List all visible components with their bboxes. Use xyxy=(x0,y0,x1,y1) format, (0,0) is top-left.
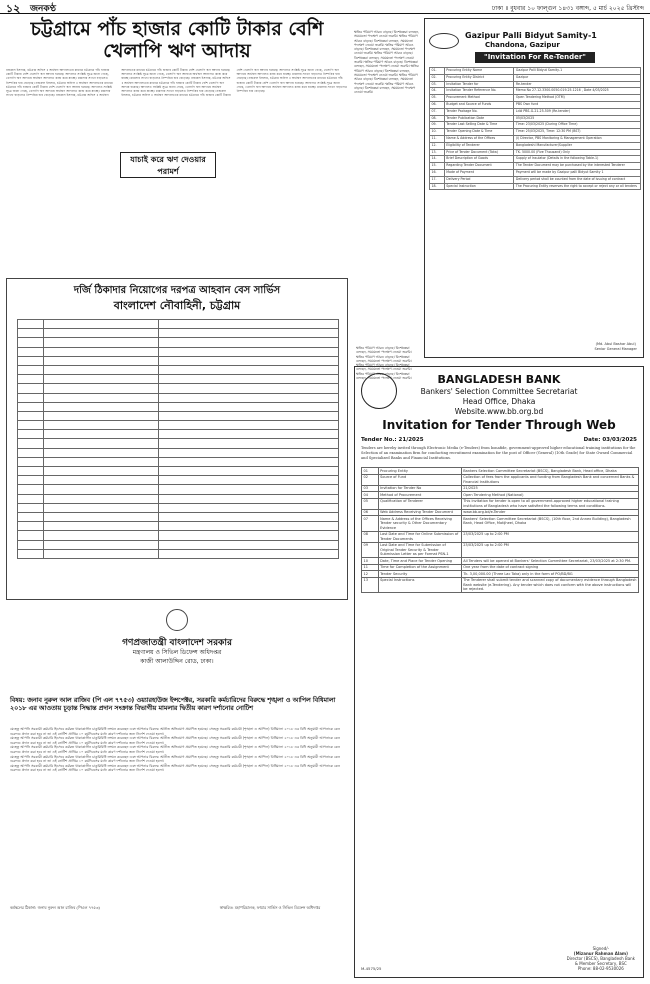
table-cell: 10 xyxy=(362,558,379,565)
table-cell: 23/03/2025 up to 2:00 PM xyxy=(461,542,638,558)
table-cell: This invitation for tender is open to all government-approved higher educational training institutions of Bangladesh who have satisfied the following terms and conditions. xyxy=(461,498,638,509)
tender-subtitle: বাংলাদেশ নৌবাহিনী, চট্টগ্রাম xyxy=(113,299,241,312)
table-cell: Payment will be made by Gazipur palli Bidyut Samity 1 xyxy=(514,169,641,176)
table-cell: 17. xyxy=(430,176,445,183)
page-number: ১২ xyxy=(6,2,21,15)
side-article-p1: ক্ষতির পরিমাণ আরও বাড়ছে। বিশেষজ্ঞরা বলছেন, সময়মতো পদক্ষেপ নেওয়া জরুরি। xyxy=(354,30,420,39)
table-row xyxy=(430,74,641,81)
table-row xyxy=(430,81,641,88)
table-row xyxy=(18,448,339,457)
table-cell xyxy=(18,329,44,338)
pbs-retender-notice xyxy=(424,18,644,358)
table-row xyxy=(430,176,641,183)
table-cell: Open Tendering Method (OTM) xyxy=(514,95,641,102)
bb-sign-t1: Director (BSCS), Bangladesh Bank xyxy=(566,956,635,961)
bb-table xyxy=(361,467,639,593)
table-cell: 05/03/2025 xyxy=(514,115,641,122)
table-cell xyxy=(18,494,44,503)
date-line: ঢাকা ॥ বুধবার ১০ ফাল্গুন ১৪৩১ বঙ্গাব্দ, ৫ মার্চ ২০২৫ খ্রিস্টাব্দ xyxy=(491,5,644,12)
table-cell: Tk. 3,00,000.00 (Three Lac Taka) only in the form of PO/BD/BG xyxy=(461,571,638,578)
table-cell: 09 xyxy=(362,542,379,558)
article-continued-2: নজরুল ইসলাম, চট্টগ্রাম অফিস ॥ অর্থঋণ আদালতের মাধ্যমে চট্টগ্রামে পাঁচ হাজার কোটি টাকার বেশি খেলাপি ঋণ আদায় হয়েছে। আদালত সংশ্লিষ্ট সূত্রে জানা গেছে, খেলাপি ঋণ আদায়ে অর্থঋণ আদালত কাজ করে যাচ্ছে। মামলার সংখ্যা বাড়লেও নিষ্পত্তির হার বেড়েছে। xyxy=(56,68,231,98)
table-cell: 02. xyxy=(430,74,445,81)
article-continued-3: নজরুল ইসলাম, চট্টগ্রাম অফিস ॥ অর্থঋণ আদালতের মাধ্যমে চট্টগ্রামে পাঁচ হাজার কোটি টাকার বেশি খেলাপি ঋণ আদায় হয়েছে। আদালত সংশ্লিষ্ট সূত্রে জানা গেছে, খেলাপি ঋণ আদায়ে অর্থঋণ আদালত কাজ করে যাচ্ছে। মামলার সংখ্যা বাড়লেও নিষ্পত্তির হার বেড়েছে। xyxy=(121,76,231,94)
table-cell: Ld# PBS-G-21-25-509 (Re-tender) xyxy=(514,108,641,115)
table-cell: Open Tendering Method (National) xyxy=(461,492,638,499)
table-cell: 11 xyxy=(362,564,379,571)
table-cell xyxy=(43,421,159,430)
table-cell xyxy=(159,347,339,356)
table-cell xyxy=(18,411,44,420)
feature-p4: ক্ষতির পরিমাণ আরও বাড়ছে। বিশেষজ্ঞরা বলছেন, সময়মতো পদক্ষেপ নেওয়া জরুরি। xyxy=(356,371,412,381)
feature-p2: ক্ষতির পরিমাণ আরও বাড়ছে। বিশেষজ্ঞরা বলছেন, সময়মতো পদক্ষেপ নেওয়া জরুরি। xyxy=(356,354,412,363)
table-cell: 23/03/2025 up to 2:00 PM xyxy=(461,531,638,542)
table-cell: Bankers' Selection Committee Secretariat (BSCS), (10th floor, 2nd Annex Building), Bangladesh Bank, Head Office, Motijheel, Dhaka xyxy=(461,516,638,532)
bb-website: Website.www.bb.org.bd xyxy=(454,407,544,416)
table-cell xyxy=(43,402,159,411)
table-cell: Procuring Entity District xyxy=(444,74,514,81)
table-cell: 06. xyxy=(430,101,445,108)
table-cell xyxy=(159,467,339,476)
table-cell xyxy=(159,320,339,329)
table-cell xyxy=(159,531,339,540)
table-cell: Web Address Receiving Tender Document xyxy=(378,509,461,516)
table-cell: Memo No 27.12.3300.0050.019.25.1216 , Date 4/03/2025 xyxy=(514,88,641,95)
table-cell xyxy=(159,338,339,347)
table-row xyxy=(18,439,339,448)
article-subhead: যাচাই করে ঋণ দেওয়ার পরামর্শ xyxy=(120,152,216,178)
bb-sign-t2: & Member Secretary, BSC xyxy=(574,961,627,966)
table-cell xyxy=(18,421,44,430)
table-cell xyxy=(18,430,44,439)
table-cell xyxy=(43,457,159,466)
bb-title: BANGLADESH BANK xyxy=(437,373,561,386)
notice-subject: বিষয়: জনাব নুরুল আল রাজিব (পি এল ৭৭৫৩) ওয়্যারহাউজ ইন্সপেক্টর, সরকারি কর্মচারিদের বিরুদ্ধে শৃঙ্খলা ও আপিল বিধিমালা ২০১৮ এর আওতায় চূড়ান্ত সিদ্ধান্ত প্রদান সংক্রান্ত বিভাগীয় মামলার দ্বিতীয় কারণ দর্শানোর নোটিশ xyxy=(10,697,336,712)
table-cell: 03 xyxy=(362,485,379,492)
table-cell: 14. xyxy=(430,156,445,163)
notice-paragraph-1: যেহেতু আপনি সরকারী কর্মচারি হিসেবে কর্মরত থাকাকালীন চাকুরিবিধি লংঘন করেছেন এবং আপনার বিরুদ্ধে আনীত অভিযোগ প্রমাণিত হয়েছে। সেহেতু সরকারি কর্মচারী (শৃঙ্খলা ও আপিল) বিধিমালা ২০১৮ এর বিধি অনুযায়ী আপনাকে কেন গুরুদণ্ড প্রদান করা হবে না তা এই নোটিশ প্রাপ্তির ১০ কর্মদিবসের মধ্যে কারণ দর্শানোর জন্য নির্দেশ দেওয়া হলো। xyxy=(10,727,340,736)
table-cell: The Tender Document may be purchased by the interested Tenderer xyxy=(514,163,641,170)
feature-p3: ক্ষতির পরিমাণ আরও বাড়ছে। বিশেষজ্ঞরা বলছেন, সময়মতো পদক্ষেপ নেওয়া জরুরি। xyxy=(356,363,412,372)
table-cell: Last Date and Time for Online Submission of Tender Documents xyxy=(378,531,461,542)
table-row xyxy=(18,329,339,338)
notice-body xyxy=(10,727,344,897)
table-cell: Delivery Period xyxy=(444,176,514,183)
table-cell xyxy=(159,402,339,411)
side-article xyxy=(354,30,420,330)
tender-table xyxy=(17,319,339,559)
table-cell: All Tenders will be opened at Bankers' Selection Committee Secretariat, 23/03/2025 at 2:30 PM. xyxy=(461,558,638,565)
bb-tender-no: Tender No.: 21/2025 xyxy=(361,437,424,443)
table-cell: 03. xyxy=(430,81,445,88)
side-article-p7: ক্ষতির পরিমাণ আরও বাড়ছে। বিশেষজ্ঞরা বলছেন, সময়মতো পদক্ষেপ নেওয়া জরুরি। xyxy=(354,72,418,86)
table-cell: The Tenderer shall submit tender and scanned copy of documentary evidence through Bangladesh Bank website (e-Tendering). Any tender which does not conform with the above instructions will be rejected. xyxy=(463,578,637,591)
table-cell: Time: 23/03/2025 (During Office Time) xyxy=(514,122,641,129)
table-cell: Tender Opening Date & Time xyxy=(444,129,514,136)
tender-title: দর্জি ঠিকাদার নিয়োগের দরপত্র আহবান বেস সার্ভিস xyxy=(73,285,281,296)
table-cell: Tender Package No. xyxy=(444,108,514,115)
table-row xyxy=(430,108,641,115)
table-cell: Procuring Entity Name xyxy=(444,68,514,75)
pbs-location: Chandona, Gazipur xyxy=(485,41,560,49)
bb-intro: Tenders are hereby invited through Electronic Media (e-Tenders) from bonafide, government-approved higher educational training institutions for the Selection of an examination firm for conducting recruitment examination for the post of Officer (General) (10th Grade) for State Owned Commercial and Specialized Banks and Financial Institutions. xyxy=(361,446,636,460)
table-cell xyxy=(159,549,339,558)
table-row xyxy=(430,156,641,163)
side-article-p5: ক্ষতির পরিমাণ আরও বাড়ছে। বিশেষজ্ঞরা বলছেন, সময়মতো পদক্ষেপ নেওয়া জরুরি। xyxy=(354,60,418,69)
pbs-sign-title: Senior General Manager xyxy=(594,346,637,351)
table-cell xyxy=(159,476,339,485)
show-cause-notice xyxy=(6,605,348,975)
table-row xyxy=(362,474,639,485)
table-cell xyxy=(18,531,44,540)
pbs-sign-name: (Md. Abul Bashar Abul) xyxy=(595,342,636,346)
table-cell xyxy=(18,549,44,558)
table-cell xyxy=(43,338,159,347)
table-row xyxy=(18,430,339,439)
notice-paragraph-2: যেহেতু আপনি সরকারী কর্মচারি হিসেবে কর্মরত থাকাকালীন চাকুরিবিধি লংঘন করেছেন এবং আপনার বিরুদ্ধে আনীত অভিযোগ প্রমাণিত হয়েছে। সেহেতু সরকারি কর্মচারী (শৃঙ্খলা ও আপিল) বিধিমালা ২০১৮ এর বিধি অনুযায়ী আপনাকে কেন গুরুদণ্ড প্রদান করা হবে না তা এই নোটিশ প্রাপ্তির ১০ কর্মদিবসের মধ্যে কারণ দর্শানোর জন্য নির্দেশ দেওয়া হলো। xyxy=(10,736,340,745)
table-cell: Invitation Tender Reference No. xyxy=(444,88,514,95)
table-cell xyxy=(159,457,339,466)
table-cell: Tender Publication Date xyxy=(444,115,514,122)
table-cell xyxy=(159,384,339,393)
table-cell: 18. xyxy=(430,183,445,190)
table-cell: 21/2025 xyxy=(461,485,638,492)
table-cell: 01 xyxy=(362,468,379,475)
table-cell: Qualification of Tenderer xyxy=(378,498,461,509)
table-row xyxy=(362,577,639,593)
table-row xyxy=(18,384,339,393)
table-row xyxy=(18,485,339,494)
table-cell: 07 xyxy=(362,516,379,532)
bb-committee: Bankers' Selection Committee Secretariat xyxy=(420,387,578,396)
notice-gov-line: গণপ্রজাতন্ত্রী বাংলাদেশ সরকার xyxy=(122,638,232,648)
table-cell: TK. 5000.00 (Five Thousand) Only xyxy=(514,149,641,156)
table-cell xyxy=(18,503,44,512)
table-row xyxy=(430,68,641,75)
table-cell: 08. xyxy=(430,115,445,122)
table-cell xyxy=(18,402,44,411)
table-cell xyxy=(18,512,44,521)
table-row xyxy=(18,531,339,540)
table-row xyxy=(430,149,641,156)
bb-office: Head Office, Dhaka xyxy=(462,397,536,406)
table-cell xyxy=(159,503,339,512)
table-cell xyxy=(159,494,339,503)
table-row xyxy=(18,494,339,503)
table-cell xyxy=(18,338,44,347)
bb-heading: Invitation for Tender Through Web xyxy=(382,418,616,432)
table-row xyxy=(430,142,641,149)
table-row xyxy=(18,347,339,356)
side-article-p8: ক্ষতির পরিমাণ আরও বাড়ছে। বিশেষজ্ঞরা বলছেন, সময়মতো পদক্ষেপ নেওয়া জরুরি। xyxy=(354,81,416,95)
table-row xyxy=(430,129,641,136)
table-row xyxy=(18,320,339,329)
table-cell xyxy=(159,375,339,384)
table-cell xyxy=(18,522,44,531)
table-cell xyxy=(43,439,159,448)
table-cell: Method of Procurement xyxy=(378,492,461,499)
table-cell: 04. xyxy=(430,88,445,95)
table-row xyxy=(362,516,639,532)
table-row xyxy=(18,421,339,430)
bb-sign-signed: Signed/- xyxy=(592,946,610,951)
bb-sign-name: (Mizanur Rahman Alam) xyxy=(573,951,628,956)
table-cell xyxy=(18,485,44,494)
table-cell xyxy=(43,430,159,439)
table-cell xyxy=(159,365,339,374)
notice-paragraph-4: যেহেতু আপনি সরকারী কর্মচারি হিসেবে কর্মরত থাকাকালীন চাকুরিবিধি লংঘন করেছেন এবং আপনার বিরুদ্ধে আনীত অভিযোগ প্রমাণিত হয়েছে। সেহেতু সরকারি কর্মচারী (শৃঙ্খলা ও আপিল) বিধিমালা ২০১৮ এর বিধি অনুযায়ী আপনাকে কেন গুরুদণ্ড প্রদান করা হবে না তা এই নোটিশ প্রাপ্তির ১০ কর্মদিবসের মধ্যে কারণ দর্শানোর জন্য নির্দেশ দেওয়া হলো। xyxy=(10,754,340,764)
table-cell xyxy=(18,393,44,402)
table-cell: Regarding Tender Document xyxy=(444,163,514,170)
table-cell: (i) Director, PBS Monitoring & Management Operation xyxy=(514,135,641,142)
table-cell xyxy=(18,448,44,457)
table-cell xyxy=(159,522,339,531)
table-cell: Re-tender xyxy=(514,81,641,88)
table-row xyxy=(430,169,641,176)
table-cell: 07. xyxy=(430,108,445,115)
article-lead: নজরুল ইসলাম, চট্টগ্রাম অফিস ॥ অর্থঋণ আদালতের মাধ্যমে চট্টগ্রামে পাঁচ হাজার কোটি টাকার বেশি খেলাপি ঋণ আদায় হয়েছে। আদালত সংশ্লিষ্ট সূত্রে জানা গেছে, খেলাপি ঋণ আদায়ে অর্থঋণ আদালত কাজ করে যাচ্ছে। মামলার সংখ্যা বাড়লেও নিষ্পত্তির হার বেড়েছে। xyxy=(6,68,110,85)
table-cell: Date, Time and Place for Tender Opening xyxy=(378,558,461,565)
table-cell: Budget and Source of Funds xyxy=(444,101,514,108)
table-row xyxy=(18,457,339,466)
table-cell: Invitation Tender for xyxy=(444,81,514,88)
table-row xyxy=(430,135,641,142)
table-cell: Supply of Insulator (Details in the following Table-1) xyxy=(514,156,641,163)
table-row xyxy=(18,411,339,420)
table-cell xyxy=(43,411,159,420)
table-cell xyxy=(18,356,44,365)
notice-paragraph-5: যেহেতু আপনি সরকারী কর্মচারি হিসেবে কর্মরত থাকাকালীন চাকুরিবিধি লংঘন করেছেন এবং আপনার বিরুদ্ধে আনীত অভিযোগ প্রমাণিত হয়েছে। সেহেতু সরকারি কর্মচারী (শৃঙ্খলা ও আপিল) বিধিমালা ২০১৮ এর বিধি অনুযায়ী আপনাকে কেন গুরুদণ্ড প্রদান করা হবে না তা এই নোটিশ প্রাপ্তির ১০ কর্মদিবসের মধ্যে কারণ দর্শানোর জন্য নির্দেশ দেওয়া হলো। xyxy=(10,763,340,773)
table-cell xyxy=(43,540,159,549)
table-cell: PBS Own fund xyxy=(514,101,641,108)
page-header xyxy=(0,0,650,14)
table-cell xyxy=(159,540,339,549)
main-headline: চট্টগ্রামে পাঁচ হাজার কোটি টাকার বেশি খেলাপি ঋণ আদায় xyxy=(30,18,324,62)
table-cell xyxy=(43,503,159,512)
table-cell xyxy=(18,365,44,374)
notice-dept-line: মন্ত্রণালয় ও সিভিল ডিফেন্স অধিদপ্তর xyxy=(132,649,222,656)
table-cell: Name & Address of the Offices Receiving Tender security & Other Documentary Evidence xyxy=(378,516,461,532)
table-cell xyxy=(43,393,159,402)
table-cell xyxy=(43,522,159,531)
table-row xyxy=(430,101,641,108)
table-cell xyxy=(18,375,44,384)
table-cell: 04 xyxy=(362,492,379,499)
table-cell xyxy=(159,448,339,457)
pbs-table xyxy=(429,67,641,190)
table-cell: One year from the date of contract signing xyxy=(461,564,638,571)
side-article-p4: ক্ষতির পরিমাণ আরও বাড়ছে। বিশেষজ্ঞরা বলছেন, সময়মতো পদক্ষেপ নেওয়া জরুরি। xyxy=(354,51,414,65)
table-row xyxy=(18,375,339,384)
table-row xyxy=(362,498,639,509)
table-cell: 10. xyxy=(430,129,445,136)
table-row xyxy=(18,476,339,485)
table-cell xyxy=(159,439,339,448)
table-cell: Collection of fees from the applicants and funding from Bangladesh Bank and concerned Banks & Financial Institutions xyxy=(461,474,638,485)
table-row xyxy=(362,542,639,558)
table-cell xyxy=(159,411,339,420)
table-cell: The Procuring Entity reserves the right to accept or reject any or all tenders xyxy=(514,183,641,190)
notice-recipient: কর্মস্থলের ঠিকানা: জনাব নুরুল আল রাজিব (পিএল ৭৭৫৩) xyxy=(10,905,100,910)
table-cell xyxy=(159,329,339,338)
pbs-org-name: Gazipur Palli Bidyut Samity-1 xyxy=(465,31,597,40)
table-cell: 12 xyxy=(362,571,379,578)
table-cell: 11. xyxy=(430,135,445,142)
notice-paragraph-3: যেহেতু আপনি সরকারী কর্মচারি হিসেবে কর্মরত থাকাকালীন চাকুরিবিধি লংঘন করেছেন এবং আপনার বিরুদ্ধে আনীত অভিযোগ প্রমাণিত হয়েছে। সেহেতু সরকারি কর্মচারী (শৃঙ্খলা ও আপিল) বিধিমালা ২০১৮ এর বিধি অনুযায়ী আপনাকে কেন গুরুদণ্ড প্রদান করা হবে না তা এই নোটিশ প্রাপ্তির ১০ কর্মদিবসের মধ্যে কারণ দর্শানোর জন্য নির্দেশ দেওয়া হলো। xyxy=(10,745,340,754)
table-cell xyxy=(43,320,159,329)
table-cell xyxy=(159,356,339,365)
table-cell: Bangladeshi Manufacturer/Supplier xyxy=(514,142,641,149)
table-cell xyxy=(43,347,159,356)
table-row xyxy=(18,522,339,531)
table-row xyxy=(18,393,339,402)
article-continued-4: নজরুল ইসলাম, চট্টগ্রাম অফিস ॥ অর্থঋণ আদালতের মাধ্যমে চট্টগ্রামে পাঁচ হাজার কোটি টাকার বেশি খেলাপি ঋণ আদায় হয়েছে। আদালত সংশ্লিষ্ট সূত্রে জানা গেছে, খেলাপি ঋণ আদায়ে অর্থঋণ আদালত কাজ করে যাচ্ছে। মামলার সংখ্যা বাড়লেও নিষ্পত্তির হার বেড়েছে। xyxy=(121,68,340,98)
table-cell xyxy=(43,494,159,503)
table-cell: Procuring Entity xyxy=(378,468,461,475)
table-row xyxy=(18,503,339,512)
table-cell xyxy=(18,384,44,393)
table-row xyxy=(18,512,339,521)
table-cell: 13 xyxy=(362,577,379,593)
table-cell: 05 xyxy=(362,498,379,509)
table-cell xyxy=(43,356,159,365)
table-cell: Gazipur Palli Bidyut Samity-1 xyxy=(514,68,641,75)
article-continued-1: নজরুল ইসলাম, চট্টগ্রাম অফিস ॥ অর্থঋণ আদালতের মাধ্যমে চট্টগ্রামে পাঁচ হাজার কোটি টাকার বেশি খেলাপি ঋণ আদায় হয়েছে। আদালত সংশ্লিষ্ট সূত্রে জানা গেছে, খেলাপি ঋণ আদায়ে অর্থঋণ আদালত কাজ করে যাচ্ছে। মামলার সংখ্যা বাড়লেও নিষ্পত্তির হার বেড়েছে। xyxy=(6,80,113,98)
table-cell: Source of Fund xyxy=(378,474,461,485)
table-row xyxy=(18,365,339,374)
bangladesh-bank-tender xyxy=(354,366,644,978)
table-cell: Gazipur xyxy=(514,74,641,81)
table-cell: Eligibility of Tenderer xyxy=(444,142,514,149)
side-article-p2: ক্ষতির পরিমাণ আরও বাড়ছে। বিশেষজ্ঞরা বলছেন, সময়মতো পদক্ষেপ নেওয়া জরুরি। xyxy=(354,34,418,47)
table-row xyxy=(430,88,641,95)
table-cell xyxy=(43,467,159,476)
government-seal-icon xyxy=(166,609,188,631)
table-cell: 06 xyxy=(362,509,379,516)
table-row xyxy=(18,549,339,558)
table-cell xyxy=(18,457,44,466)
table-cell: Mode of Payment xyxy=(444,169,514,176)
table-cell xyxy=(43,485,159,494)
table-row xyxy=(18,540,339,549)
pbs-logo-icon xyxy=(429,33,459,49)
table-cell xyxy=(43,476,159,485)
paper-name: জনকণ্ঠ xyxy=(30,4,56,14)
notice-address-line: কাজী আলাউদ্দিন রোড, ঢাকা। xyxy=(140,658,214,665)
table-cell xyxy=(159,393,339,402)
table-row xyxy=(18,356,339,365)
table-cell: Brief Description of Goods xyxy=(444,156,514,163)
table-row xyxy=(430,183,641,190)
bb-signature xyxy=(567,946,635,971)
table-cell xyxy=(18,347,44,356)
table-cell: Special Instruction xyxy=(444,183,514,190)
table-cell: Tender Security xyxy=(378,571,461,578)
table-row xyxy=(18,402,339,411)
table-cell: Price of Tender Document (Taka) xyxy=(444,149,514,156)
table-cell: Bankers Selection Committee Secretariat (BSCS), Bangladesh Bank, Head office, Dhaka xyxy=(461,468,638,475)
table-cell: Delivery period shall be counted from the date of issuing of contract xyxy=(514,176,641,183)
tender-notice-navy xyxy=(6,278,348,600)
bb-ref: M-4575/25 xyxy=(361,966,382,971)
table-cell: 08 xyxy=(362,531,379,542)
table-row xyxy=(430,95,641,102)
table-cell: Procurement Method xyxy=(444,95,514,102)
table-cell: 01. xyxy=(430,68,445,75)
notice-signature: স্বাক্ষরিত: মহাপরিচালক, ফায়ার সার্ভিস ও সিভিল ডিফেন্স অধিদপ্তর xyxy=(219,905,321,910)
table-cell: Tender Last Selling Date & Time xyxy=(444,122,514,129)
table-cell xyxy=(159,421,339,430)
table-cell: 16. xyxy=(430,169,445,176)
table-cell xyxy=(43,531,159,540)
table-cell: Invitation for Tender No xyxy=(378,485,461,492)
pbs-signature xyxy=(594,342,637,351)
table-cell xyxy=(43,512,159,521)
table-cell: 02 xyxy=(362,474,379,485)
table-cell xyxy=(18,320,44,329)
table-cell xyxy=(159,512,339,521)
table-cell: Name & Address of the Offices xyxy=(444,135,514,142)
bb-sign-phone: Phone: 88-02-9530026 xyxy=(577,966,624,971)
table-cell: www.bb.org.bd/e-Tender xyxy=(461,509,638,516)
table-cell xyxy=(18,540,44,549)
pbs-banner: "Invitation For Re-Tender" xyxy=(475,52,595,63)
table-cell xyxy=(43,448,159,457)
table-cell: 09. xyxy=(430,122,445,129)
table-row xyxy=(430,163,641,170)
feature-p1: ক্ষতির পরিমাণ আরও বাড়ছে। বিশেষজ্ঞরা বলছেন, সময়মতো পদক্ষেপ নেওয়া জরুরি। xyxy=(356,346,412,355)
article-continued-5: নজরুল ইসলাম, চট্টগ্রাম অফিস ॥ অর্থঋণ আদালতের মাধ্যমে চট্টগ্রামে পাঁচ হাজার কোটি টাকার বেশি খেলাপি ঋণ আদায় হয়েছে। আদালত সংশ্লিষ্ট সূত্রে জানা গেছে, খেলাপি ঋণ আদায়ে অর্থঋণ আদালত কাজ করে যাচ্ছে। মামলার সংখ্যা বাড়লেও নিষ্পত্তির হার বেড়েছে। xyxy=(236,76,348,94)
table-row xyxy=(18,467,339,476)
table-cell: Time: 25/03/2025, Time: 12:30 PM (BST) xyxy=(514,129,641,136)
side-article-p3: ক্ষতির পরিমাণ আরও বাড়ছে। বিশেষজ্ঞরা বলছেন, সময়মতো পদক্ষেপ নেওয়া জরুরি। xyxy=(354,42,416,56)
table-cell: 12. xyxy=(430,142,445,149)
table-cell xyxy=(43,549,159,558)
table-cell xyxy=(18,439,44,448)
table-cell: Special Instructions xyxy=(378,577,461,593)
table-cell xyxy=(159,485,339,494)
table-cell: 13. xyxy=(430,149,445,156)
table-row xyxy=(18,338,339,347)
table-cell xyxy=(43,375,159,384)
table-cell: Last Date and Time for Submission of Original Tender Security & Tender Submission Letter as per Format PSN-1 xyxy=(378,542,461,558)
table-cell: 15. xyxy=(430,163,445,170)
table-cell: Time for Completion of the Assignment xyxy=(378,564,461,571)
table-cell xyxy=(43,365,159,374)
table-cell xyxy=(43,329,159,338)
table-row xyxy=(430,115,641,122)
table-row xyxy=(362,531,639,542)
table-cell xyxy=(43,384,159,393)
table-cell: 05. xyxy=(430,95,445,102)
table-row xyxy=(430,122,641,129)
side-article-p6: ক্ষতির পরিমাণ আরও বাড়ছে। বিশেষজ্ঞরা বলছেন, সময়মতো পদক্ষেপ নেওয়া জরুরি। xyxy=(354,64,419,77)
table-cell xyxy=(18,467,44,476)
table-cell xyxy=(18,476,44,485)
table-cell xyxy=(159,430,339,439)
bb-tender-date: Date: 03/03/2025 xyxy=(583,437,637,443)
